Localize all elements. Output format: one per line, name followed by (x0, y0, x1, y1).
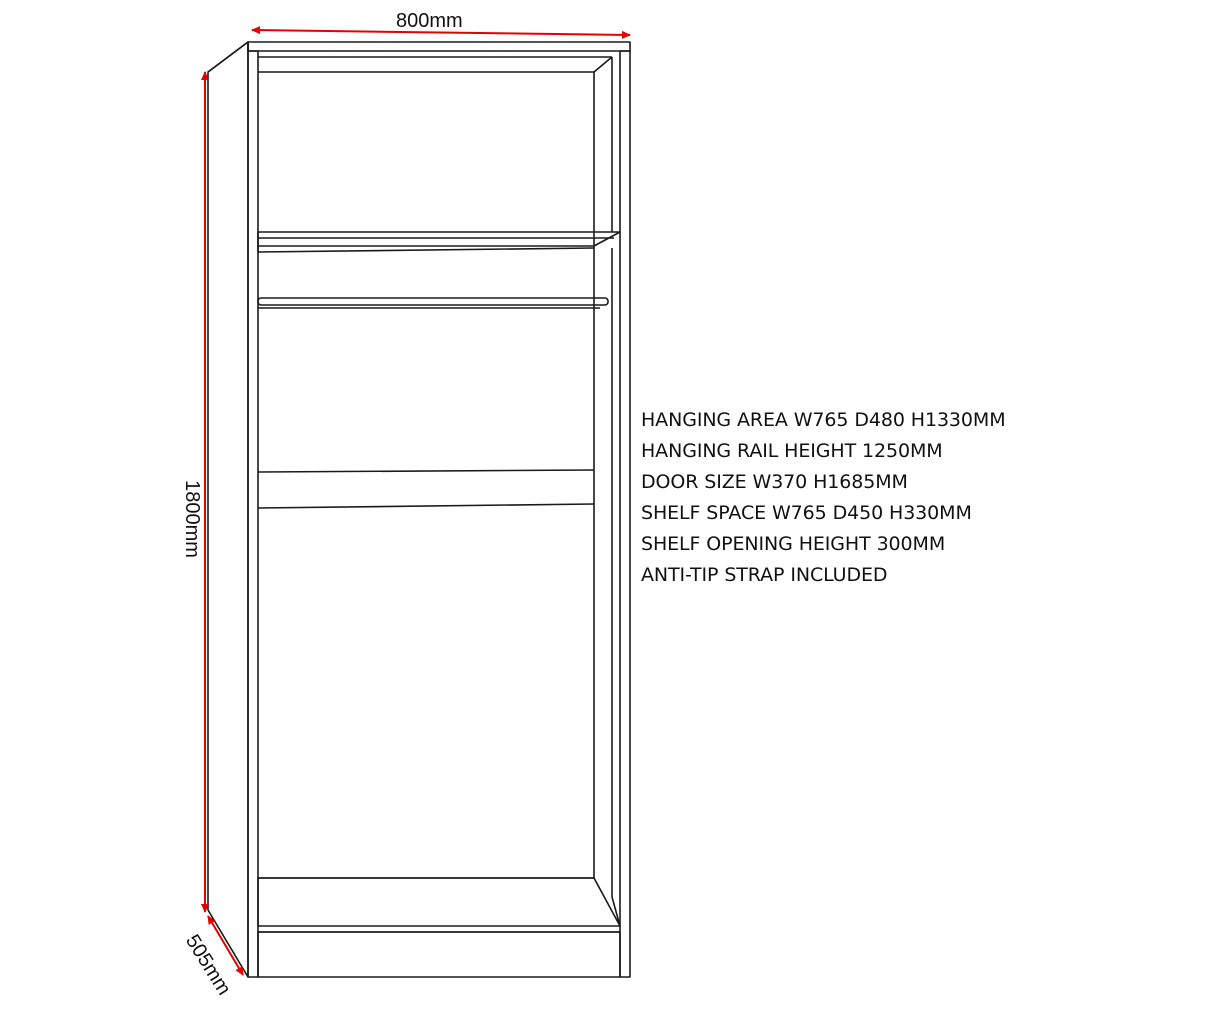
dimension-lines (205, 30, 630, 975)
back-panel-seam (258, 470, 594, 508)
depth-label: 505mm (180, 930, 236, 1000)
spec-line: SHELF OPENING HEIGHT 300MM (641, 533, 946, 555)
bottom-shelf (258, 878, 620, 932)
spec-line: HANGING RAIL HEIGHT 1250MM (641, 440, 943, 462)
left-side-panel (208, 42, 248, 977)
width-label: 800mm (396, 10, 463, 32)
cabinet-body (208, 42, 630, 977)
spec-line: DOOR SIZE W370 H1685MM (641, 471, 908, 493)
right-front-edge (620, 51, 630, 977)
left-front-edge (248, 51, 258, 977)
shelf (258, 232, 620, 252)
spec-list (641, 405, 1006, 591)
hanging-rail (258, 298, 608, 308)
spec-line: SHELF SPACE W765 D450 H330MM (641, 502, 972, 524)
height-label: 1800mm (181, 480, 203, 558)
top-panel (248, 42, 630, 51)
spec-line: ANTI-TIP STRAP INCLUDED (641, 564, 888, 586)
plinth (258, 932, 620, 977)
spec-line: HANGING AREA W765 D480 H1330MM (641, 409, 1006, 431)
